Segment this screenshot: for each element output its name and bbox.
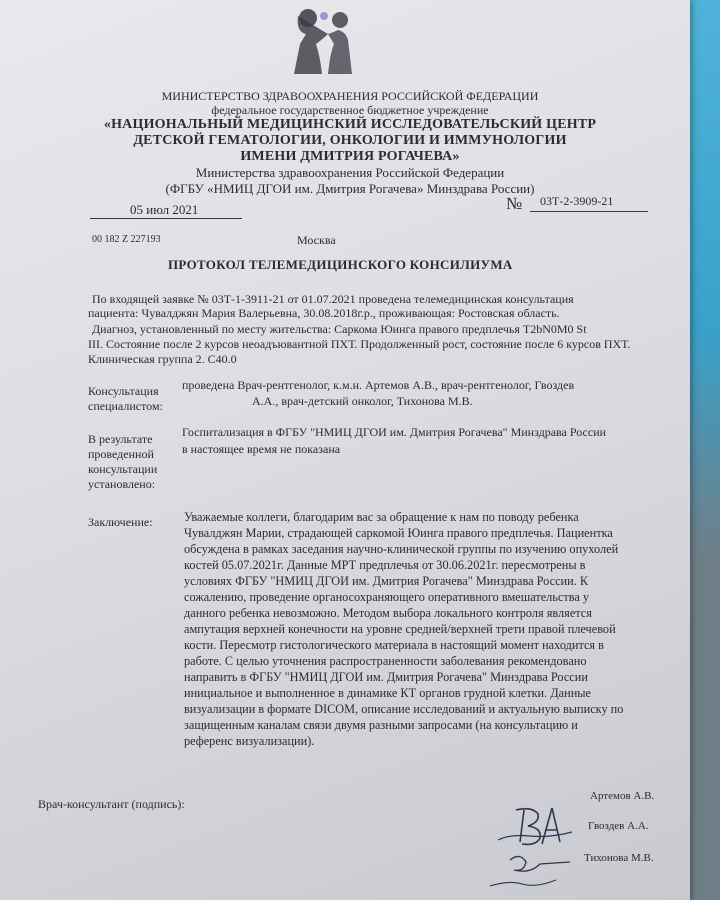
conclusion-line: ампутация верхней конечности на уровне средней/верхней трети правой плечевой bbox=[184, 621, 616, 636]
intro-line2: пациента: Чувалджян Мария Валерьевна, 30.08.2018г.р., проживающая: Ростовская область. bbox=[88, 306, 560, 320]
diagnosis-line1: Диагноз, установленный по месту жительства: Саркома Юинга правого предплечья T2bN0M0 St bbox=[92, 322, 587, 336]
conclusion-label: Заключение: bbox=[88, 515, 153, 529]
conclusion-line: Чувалджян Марии, страдающей саркомой Юинга правого предплечья. Пациентка bbox=[184, 525, 613, 540]
conclusion-line: условиях ФГБУ "НМИЦ ДГОИ им. Дмитрия Рогачева" Минздрава России. К bbox=[184, 573, 589, 588]
date-underline bbox=[90, 218, 242, 219]
conclusion-line: Уважаемые коллеги, благодарим вас за обращение к нам по поводу ребенка bbox=[184, 510, 579, 524]
center-name-line2: ДЕТСКОЙ ГЕМАТОЛОГИИ, ОНКОЛОГИИ И ИММУНОЛОГИИ bbox=[133, 133, 567, 148]
result-label-line3: консультации bbox=[88, 462, 158, 476]
number-underline bbox=[530, 211, 648, 212]
ministry-line: МИНИСТЕРСТВО ЗДРАВООХРАНЕНИЯ РОССИЙСКОЙ ФЕДЕРАЦИИ bbox=[161, 89, 539, 103]
conclusion-line: защищенным каналам связи двумя разными запросами (на консультацию и bbox=[184, 717, 578, 732]
conclusion-line: направить в ФГБУ "НМИЦ ДГОИ им. Дмитрия Рогачева" Минздрава России bbox=[184, 669, 588, 684]
handwritten-signatures bbox=[480, 800, 590, 895]
conclusion-line: данного ребенка невозможно. Методом выбора локального контроля является bbox=[184, 605, 592, 620]
result-label-line1: В результате bbox=[88, 432, 153, 446]
document-code: 00 182 Z 227193 bbox=[92, 234, 161, 245]
consult-label-line1: Консультация bbox=[88, 384, 159, 398]
conclusion-line: инициальное и выполненное в динамике КТ органов грудной клетки. Данные bbox=[184, 685, 592, 700]
conclusion-line: референс визуализации). bbox=[184, 733, 315, 748]
conclusion-line: визуализации в формате DICOM, описание исследований и актуальную выписку по bbox=[184, 701, 624, 716]
protocol-title: ПРОТОКОЛ ТЕЛЕМЕДИЦИНСКОГО КОНСИЛИУМА bbox=[168, 257, 513, 272]
intro-line1: По входящей заявке № 03Т-1-3911-21 от 01.07.2021 проведена телемедицинская консультация bbox=[92, 292, 574, 306]
number-sign: № bbox=[506, 194, 523, 213]
result-text-line2: в настоящее время не показана bbox=[182, 442, 341, 456]
conclusion-line: обсуждена в рамках заседания научно-клинической группы по изучению опухолей bbox=[184, 541, 619, 556]
signer-name-gvozdev: Гвоздев А.А. bbox=[588, 820, 649, 832]
result-label-line4: установлено: bbox=[88, 477, 156, 491]
institution-type: федеральное государственное бюджетное учреждение bbox=[211, 103, 489, 117]
consult-text-line1: проведена Врач-рентгенолог, к.м.н. Артемов А.В., врач-рентгенолог, Гвоздев bbox=[182, 378, 575, 392]
consult-text-line2: А.А., врач-детский онколог, Тихонова М.В. bbox=[252, 394, 473, 408]
conclusion-line: сожалению, проведение органосохраняющего оперативного вмешательства у bbox=[184, 589, 590, 604]
result-label-line2: проведенной bbox=[88, 447, 154, 461]
consult-label-line2: специалистом: bbox=[88, 399, 163, 413]
signature-label: Врач-консультант (подпись): bbox=[38, 797, 185, 811]
center-name-line1: «НАЦИОНАЛЬНЫЙ МЕДИЦИНСКИЙ ИССЛЕДОВАТЕЛЬСКИЙ ЦЕНТР bbox=[103, 117, 597, 132]
conclusion-line: костей 05.07.2021г. Данные МРТ предплечья от 30.06.2021г. пересмотрены в bbox=[184, 557, 586, 572]
diagnosis-line2: III. Состояние после 2 курсов неоадъювантной ПХТ. Продолженный рост, состояние после 6 курсов ПХТ. bbox=[88, 337, 631, 351]
short-name-line: (ФГБУ «НМИЦ ДГОИ им. Дмитрия Рогачева» Минздрава России) bbox=[165, 181, 535, 196]
document-city: Москва bbox=[297, 233, 336, 247]
ministry-sub-line: Министерства здравоохранения Российской Федерации bbox=[195, 165, 505, 180]
signer-name-tikhonova: Тихонова М.В. bbox=[584, 852, 654, 864]
signer-name-artemov: Артемов А.В. bbox=[590, 790, 655, 802]
conclusion-line: кости. Пересмотр гистологического материала в настоящий момент находится в bbox=[184, 637, 604, 652]
document-date: 05 июл 2021 bbox=[130, 202, 199, 217]
conclusion-line: работе. С целью уточнения распространенности заболевания рекомендовано bbox=[184, 653, 587, 668]
conclusion-text bbox=[184, 510, 666, 750]
result-text-line1: Госпитализация в ФГБУ "НМИЦ ДГОИ им. Дмитрия Рогачева" Минздрава России bbox=[182, 425, 607, 439]
center-name-line3: ИМЕНИ ДМИТРИЯ РОГАЧЕВА» bbox=[240, 149, 460, 164]
children-logo bbox=[278, 4, 368, 76]
document-number: 03Т-2-3909-21 bbox=[540, 194, 614, 208]
diagnosis-line3: Клиническая группа 2. C40.0 bbox=[88, 352, 237, 366]
